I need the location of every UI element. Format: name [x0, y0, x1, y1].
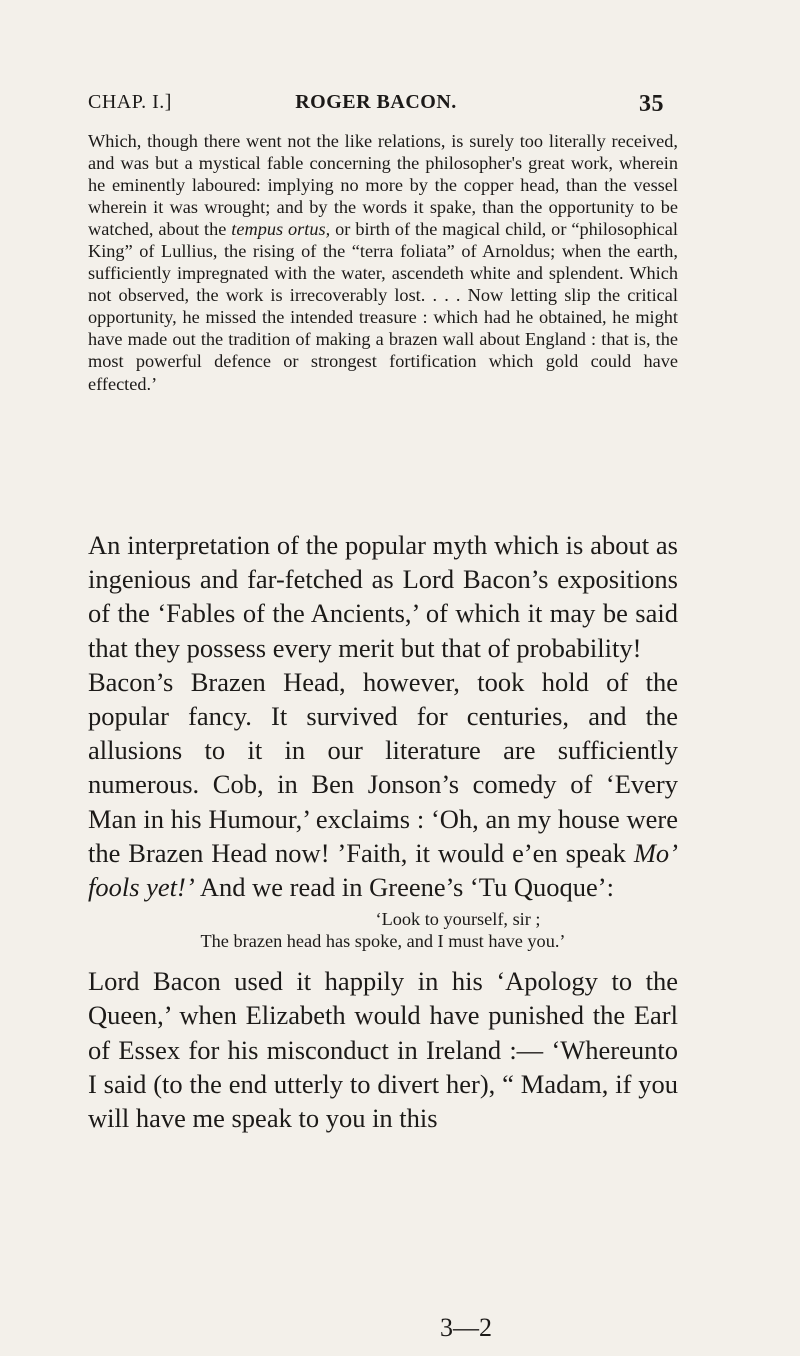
quoted-passage [88, 130, 678, 395]
chapter-label: CHAP. I.] [88, 91, 172, 113]
verse-line-2: The brazen head has spoke, and I must have you.’ [200, 931, 566, 952]
signature-mark: 3—2 [440, 1313, 492, 1342]
brazen-head-text-2: And we read in Greene’s ‘Tu Quoque’: [194, 872, 614, 903]
running-title: ROGER BACON. [295, 91, 457, 113]
quoted-paragraph [88, 130, 678, 395]
brazen-head-text-1: Bacon’s Brazen Head, however, took hold of the popular fancy. It survived for centuries, and the allusions to it in our literature are sufficiently numerous. Cob, in Ben Jonson’s comedy of ‘Every Man in his Humour,’ exclaims : ‘Oh, an my house were the Brazen Head now! ’Faith, it would e’en speak [88, 666, 678, 868]
quote-text-1: Which, though there went not the like relations, is surely too literally received, and was but a mystical fable concerning the philosopher's great work, wherein he eminently laboured: implying no more by the copper head, than the vessel wherein it was wrought; and by the words it spake, than the opportunity to be watched, about the [88, 131, 678, 240]
paragraph-interpretation: An interpretation of the popular myth which is about as ingenious and far-fetched as Lord Bacon’s expositions of the ‘Fables of the Ancients,’ of which it may be said that they possess every merit but that of probability! [88, 530, 678, 663]
quote-text-2: or birth of the magical child, or “philosophical King” of Lullius, the rising of the “terra foliata” of Arnoldus; when the earth, sufficiently impregnated with the water, ascendeth white and splendent. Which not observed, the work is irrecoverably lost. . . . Now letting slip the critical opportunity, he missed the intended treasure : which had he obtained, he might have made out the tradition of making a brazen wall about England : that is, the most powerful defence or strongest fortification which gold could have effected.’ [88, 219, 678, 394]
paragraph-brazen-head [88, 665, 678, 904]
verse-quote [88, 908, 678, 952]
quote-italic-tempus-ortus: tempus ortus, [231, 219, 331, 240]
verse-line-1: ‘Look to yourself, sir ; [375, 909, 541, 930]
running-header [88, 91, 664, 115]
paragraph-apology: Lord Bacon used it happily in his ‘Apology to the Queen,’ when Elizabeth would have punished the Earl of Essex for his misconduct in Ireland :— ‘Whereunto I said (to the end utterly to divert her), “ Madam, if you will have me speak to you in this [88, 966, 678, 1134]
main-text [88, 528, 678, 1135]
page-number: 35 [639, 91, 664, 117]
brazen-head-italic: Mo’ fools yet!’ [88, 837, 678, 903]
